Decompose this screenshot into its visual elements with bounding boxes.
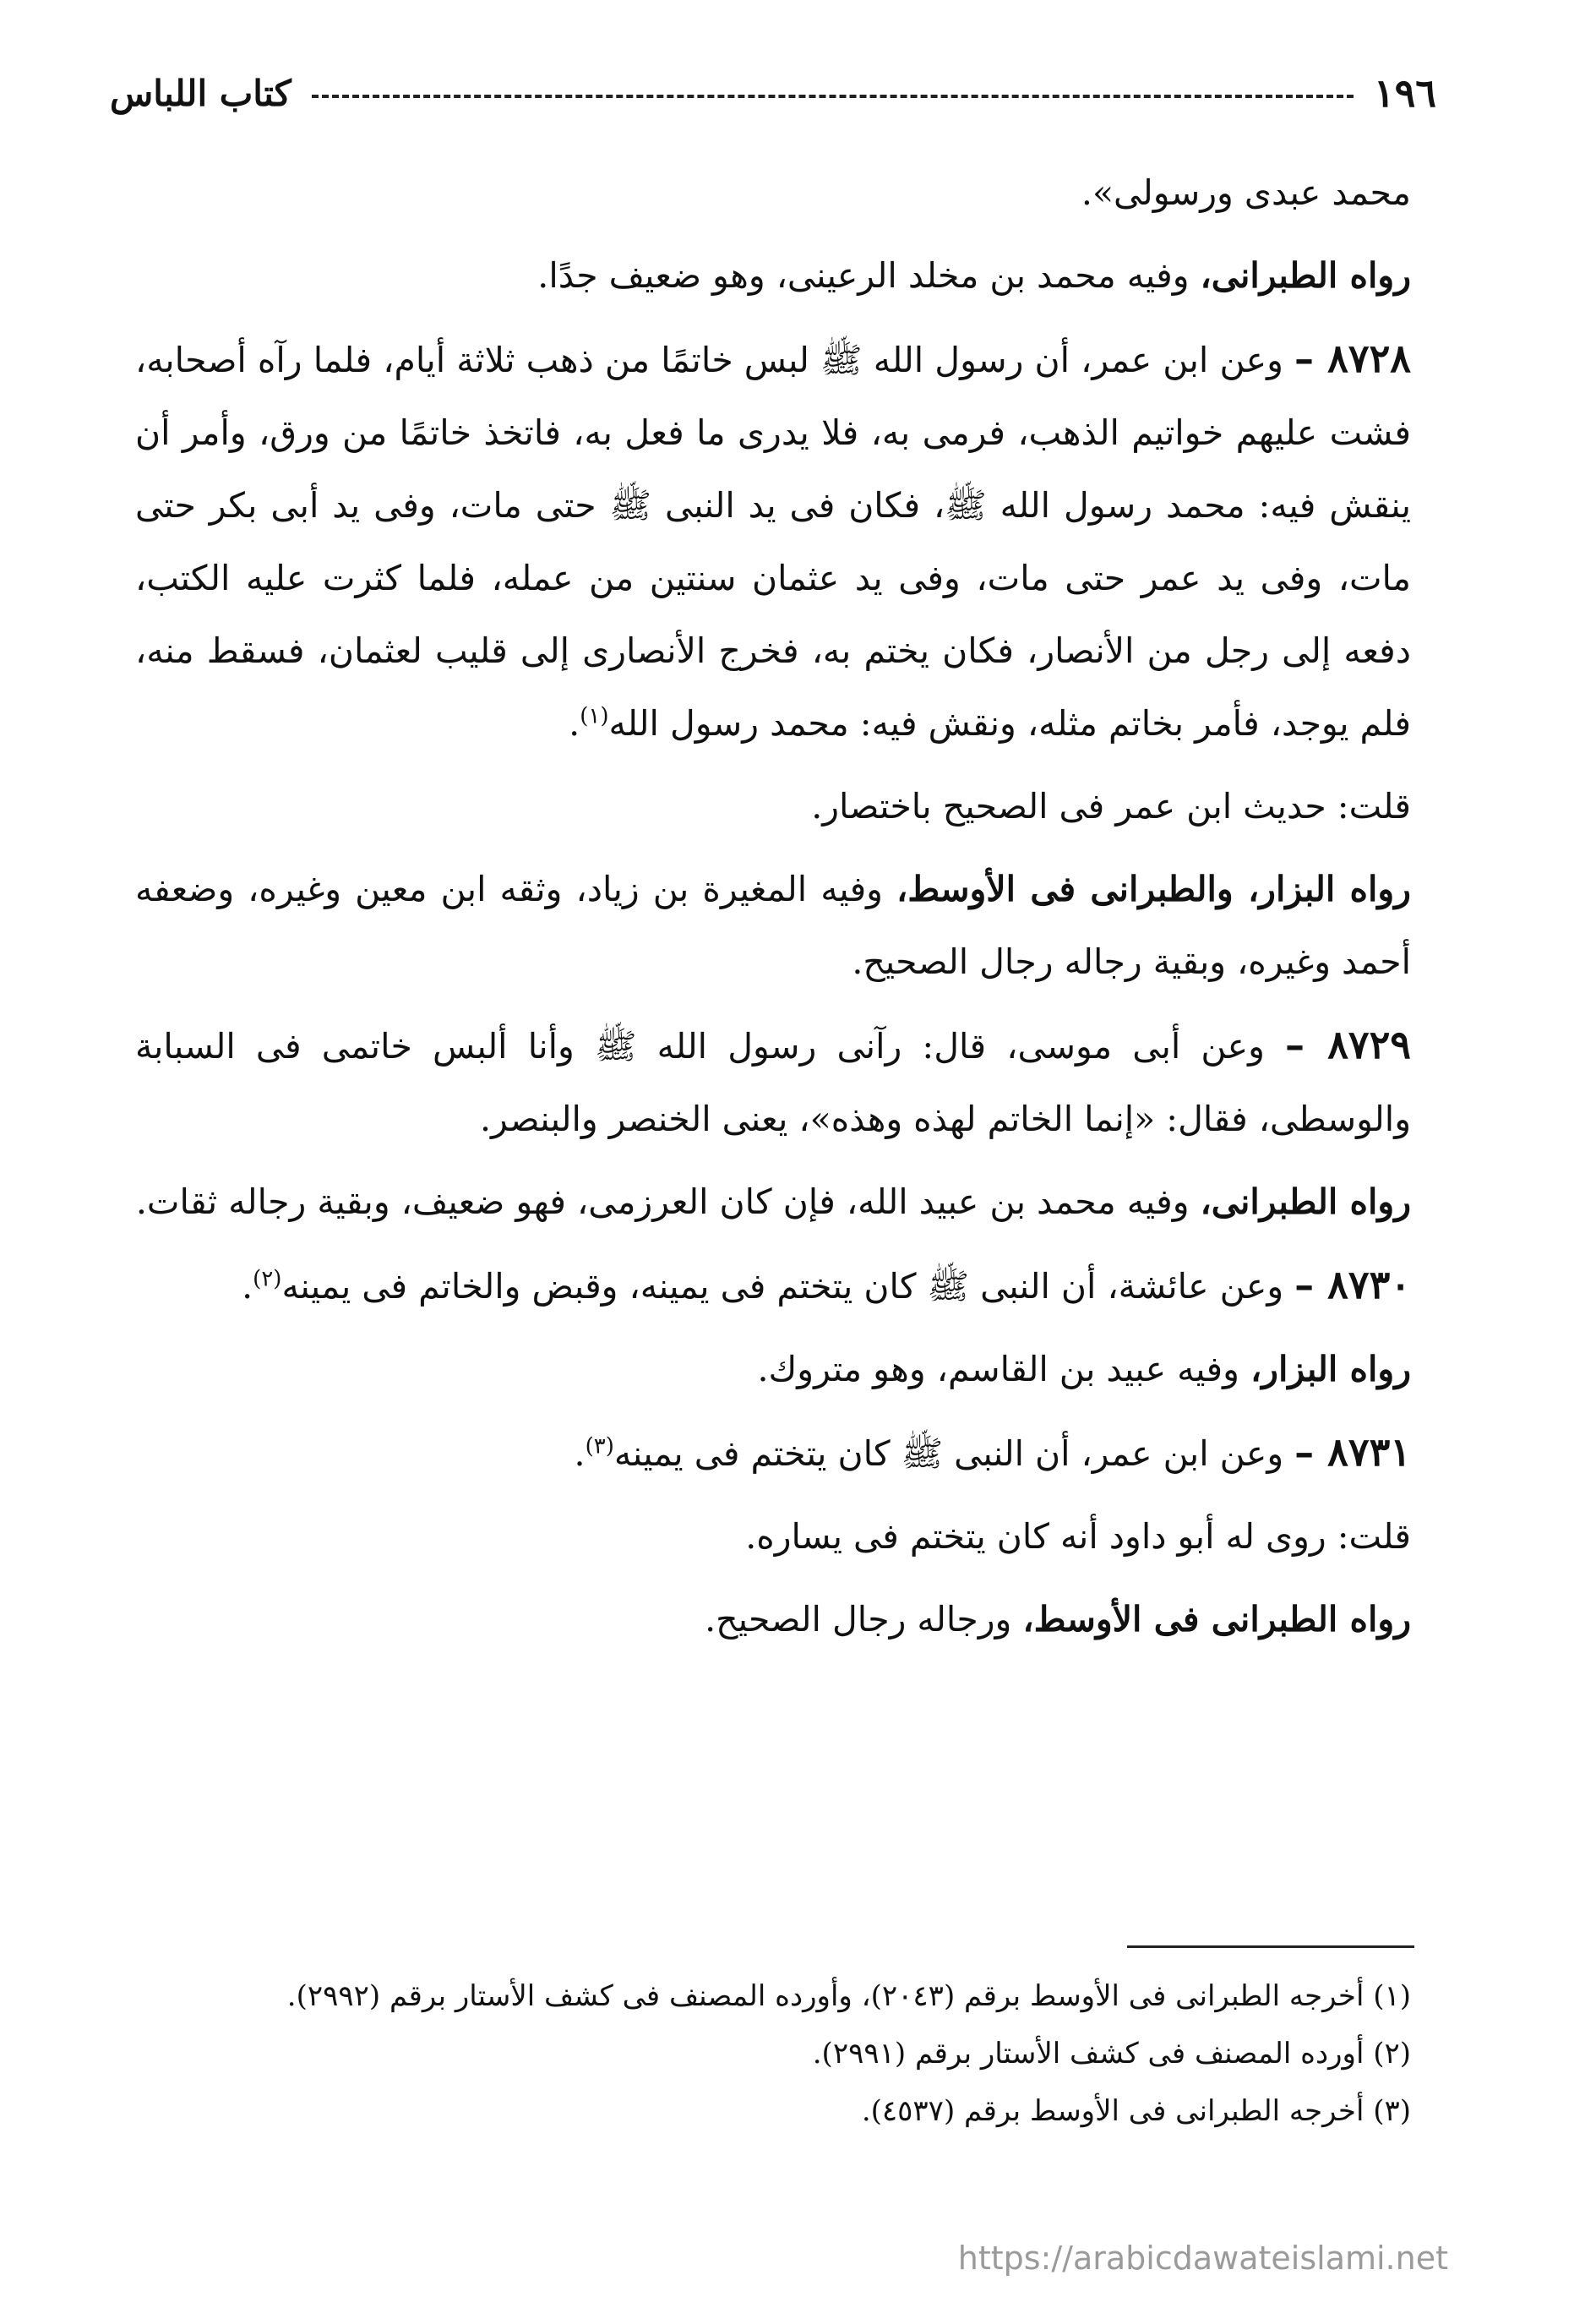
watermark-url: https://arabicdawateislami.net [957,2240,1448,2277]
page-number: ١٩٦ [1373,70,1436,116]
source-label: رواه الطبرانى فى الأوسط، [1022,1599,1411,1640]
page-body [135,156,1411,1666]
source-label: رواه الطبرانى، [1200,1181,1411,1222]
hadith-8729: ٨٧٢٩ – وعن أبى موسى، قال: رآنى رسول الله ﷺ وأنا ألبس خاتمى فى السبابة والوسطى، فقال: «إنما الخاتم لهذه وهذه»، يعنى الخنصر والبنصر. [135,1022,1412,1139]
narration-note: رواه الطبرانى، وفيه محمد بن مخلد الرعينى، وهو ضعيف جدًا. [537,255,1411,296]
page-header [110,59,1436,127]
footnote-1: (١) أخرجه الطبرانى فى الأوسط برقم (٢٠٤٣)، وأورده المصنف فى كشف الأستار برقم (٢٩٩٢). [286,1979,1411,2013]
footnote-separator [1127,1945,1414,1948]
hadith-8728: ٨٧٢٨ – وعن ابن عمر، أن رسول الله ﷺ لبس خاتمًا من ذهب ثلاثة أيام، فلما رآه أصحابه، فشت عليهم خواتيم الذهب، فرمى به، فلا يدرى ما فعل به، فاتخذ خاتمًا من ورق، وأمر أن ينقش فيه: محمد رسول الله ﷺ، فكان فى يد النبى ﷺ حتى مات، وفى يد أبى بكر حتى مات، وفى يد عمر حتى مات، وفى يد عثمان سنتين من عمله، فلما كثرت عليه الكتب، دفعه إلى رجل من الأنصار، فكان يختم به، فخرج الأنصارى إلى قليب لعثمان، فسقط منه، فلم يوجد، فأمر بخاتم مثله، ونقش فيه: محمد رسول الله$^{(١)}$. [135,336,1411,744]
narration-note: رواه الطبرانى فى الأوسط، ورجاله رجال الصحيح. [705,1599,1411,1640]
narration-note: رواه البزار، والطبرانى فى الأوسط، وفيه المغيرة بن زياد، وثقه ابن معين وغيره، وضعفه أحمد وغيره، وبقية رجاله رجال الصحيح. [135,869,1411,982]
footnote-ref-2: (٢) [253,1266,282,1292]
header-dashed-rule [312,95,1354,98]
hadith-number: ٨٧٣٠ – [1294,1262,1411,1307]
source-label: رواه الطبرانى، [1200,255,1411,296]
hadith-8730: ٨٧٣٠ – وعن عائشة، أن النبى ﷺ كان يتختم فى يمينه، وقبض والخاتم فى يمينه$^{(٢)}$. [242,1262,1411,1307]
hadith-number: ٨٧٢٨ – [1294,336,1411,381]
narration-note: رواه البزار، وفيه عبيد بن القاسم، وهو متروك. [757,1349,1411,1389]
footnote-ref-3: (٣) [585,1433,614,1460]
footnote-ref-1: (١) [580,703,609,729]
paragraph-continuation: محمد عبدى ورسولى». [1081,172,1411,213]
source-label: رواه البزار، والطبرانى فى الأوسط، [896,869,1411,909]
footnote-3: (٣) أخرجه الطبرانى فى الأوسط برقم (٤٥٣٧). [861,2094,1411,2128]
hadith-number: ٨٧٢٩ – [1285,1022,1412,1067]
footnote-2: (٢) أورده المصنف فى كشف الأستار برقم (٢٩٩١). [812,2037,1411,2071]
commentary: قلت: روى له أبو داود أنه كان يتختم فى يساره. [745,1516,1411,1557]
footnotes [135,1969,1411,2142]
book-title: كتاب اللباس [110,72,291,114]
narration-note: رواه الطبرانى، وفيه محمد بن عبيد الله، فإن كان العرزمى، فهو ضعيف، وبقية رجاله ثقات. [135,1181,1411,1222]
commentary: قلت: حديث ابن عمر فى الصحيح باختصار. [811,786,1411,827]
hadith-number: ٨٧٣١ – [1294,1429,1411,1475]
source-label: رواه البزار، [1250,1349,1411,1389]
hadith-8731: ٨٧٣١ – وعن ابن عمر، أن النبى ﷺ كان يتختم فى يمينه$^{(٣)}$. [574,1429,1411,1475]
